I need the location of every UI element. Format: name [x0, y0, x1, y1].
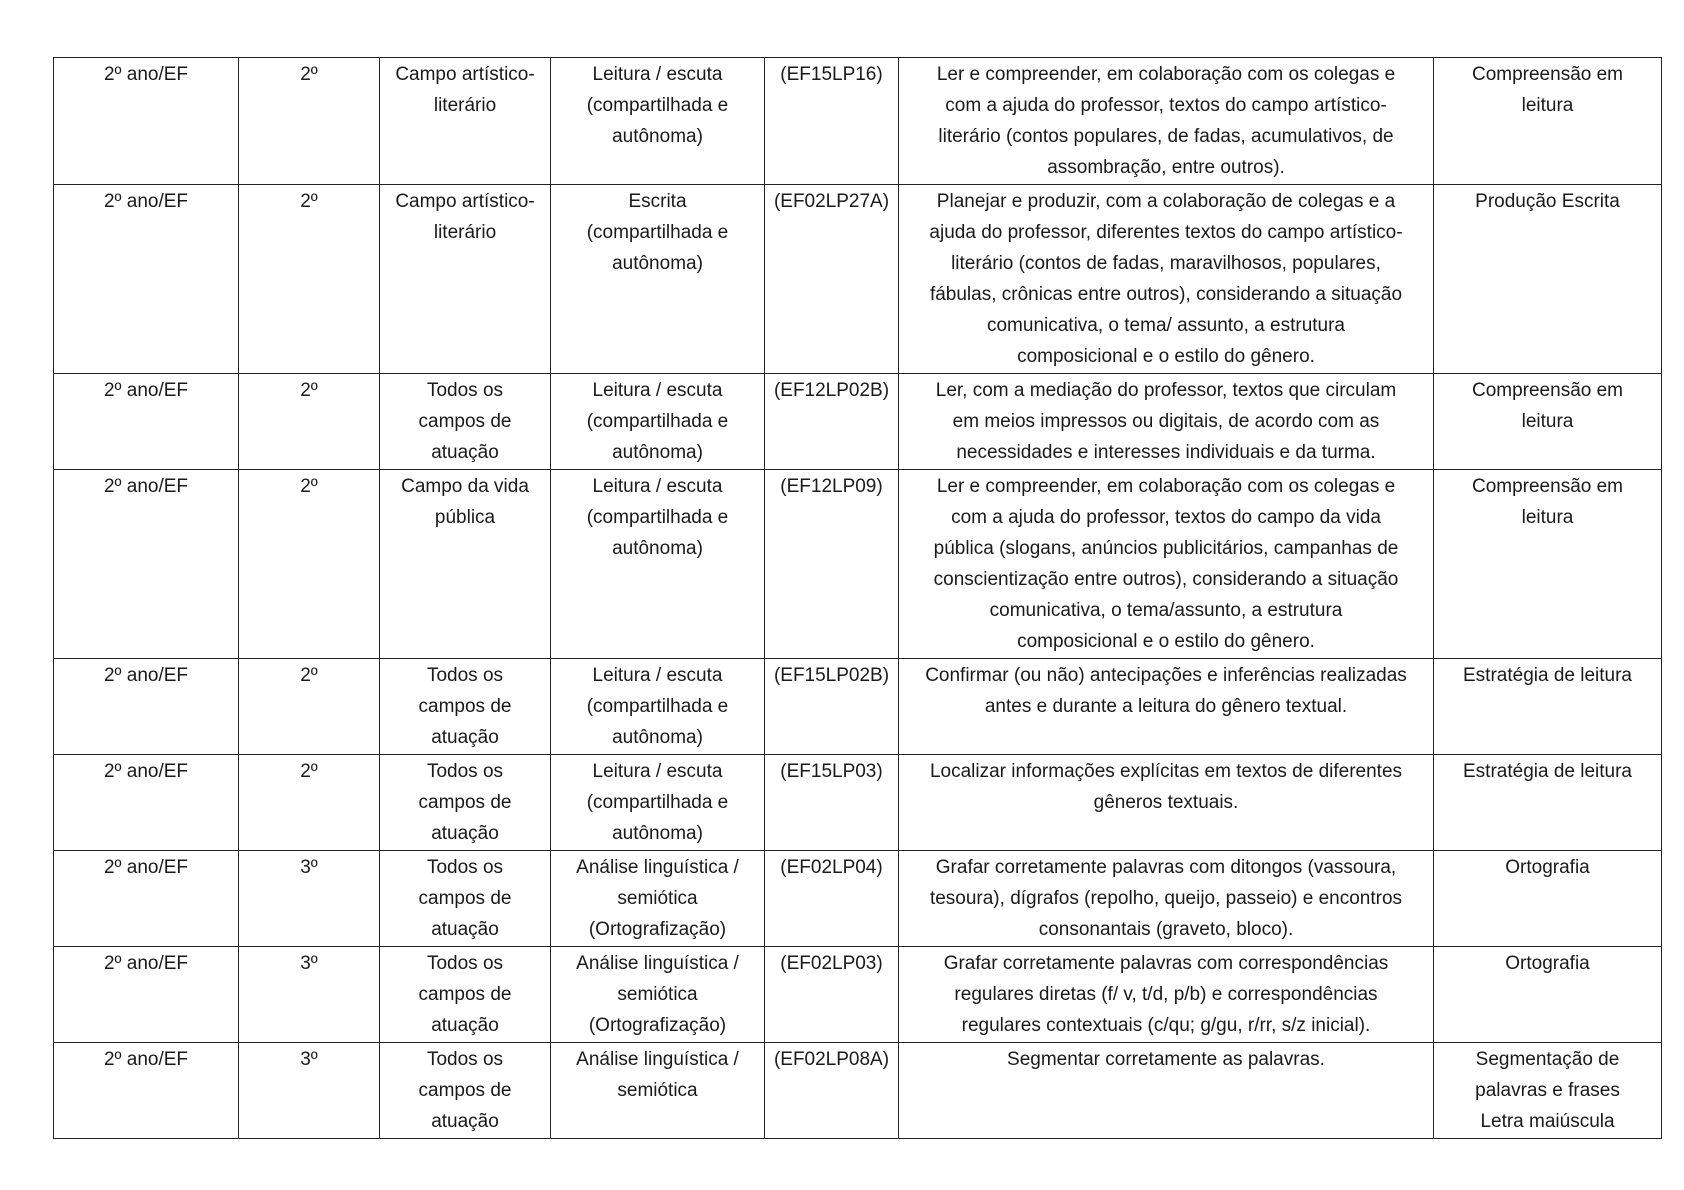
table-row: [54, 947, 1662, 1043]
cell-pratica: Análise linguística / semiótica (Ortografização): [551, 851, 765, 947]
table-row: [54, 755, 1662, 851]
cell-ano: 2º ano/EF: [54, 659, 239, 755]
cell-objeto: Estratégia de leitura: [1434, 659, 1662, 755]
cell-objeto: Ortografia: [1434, 947, 1662, 1043]
cell-objeto: Compreensão em leitura: [1434, 470, 1662, 659]
cell-habilidade: Segmentar corretamente as palavras.: [899, 1043, 1434, 1139]
table-row: [54, 58, 1662, 185]
cell-habilidade: Ler e compreender, em colaboração com os colegas e com a ajuda do professor, textos do campo da vida pública (slogans, anúncios publicitários, campanhas de conscientização entre outros), considerando a situação comunicativa, o tema/assunto, a estrutura composicional e o estilo do gênero.: [899, 470, 1434, 659]
table-row: [54, 1043, 1662, 1139]
table-row: [54, 185, 1662, 374]
cell-habilidade: Grafar corretamente palavras com ditongos (vassoura, tesoura), dígrafos (repolho, queijo, passeio) e encontros consonantais (graveto, bloco).: [899, 851, 1434, 947]
cell-codigo: (EF15LP02B): [765, 659, 899, 755]
cell-objeto: Estratégia de leitura: [1434, 755, 1662, 851]
cell-objeto: Compreensão em leitura: [1434, 58, 1662, 185]
cell-bimestre: 2º: [239, 470, 380, 659]
cell-codigo: (EF02LP04): [765, 851, 899, 947]
curriculum-table: [53, 57, 1662, 1139]
cell-codigo: (EF02LP27A): [765, 185, 899, 374]
cell-codigo: (EF15LP16): [765, 58, 899, 185]
cell-habilidade: Grafar corretamente palavras com correspondências regulares diretas (f/ v, t/d, p/b) e correspondências regulares contextuais (c/qu; g/gu, r/rr, s/z inicial).: [899, 947, 1434, 1043]
cell-habilidade: Ler, com a mediação do professor, textos que circulam em meios impressos ou digitais, de acordo com as necessidades e interesses individuais e da turma.: [899, 374, 1434, 470]
table-row: [54, 374, 1662, 470]
cell-habilidade: Localizar informações explícitas em textos de diferentes gêneros textuais.: [899, 755, 1434, 851]
cell-objeto: Segmentação de palavras e frases Letra maiúscula: [1434, 1043, 1662, 1139]
cell-ano: 2º ano/EF: [54, 470, 239, 659]
cell-bimestre: 2º: [239, 185, 380, 374]
cell-codigo: (EF02LP08A): [765, 1043, 899, 1139]
cell-pratica: Leitura / escuta (compartilhada e autônoma): [551, 470, 765, 659]
cell-ano: 2º ano/EF: [54, 755, 239, 851]
cell-campo: Campo da vida pública: [380, 470, 551, 659]
cell-campo: Todos os campos de atuação: [380, 659, 551, 755]
cell-campo: Campo artístico- literário: [380, 58, 551, 185]
table-row: [54, 659, 1662, 755]
cell-pratica: Análise linguística / semiótica: [551, 1043, 765, 1139]
cell-codigo: (EF12LP02B): [765, 374, 899, 470]
cell-campo: Todos os campos de atuação: [380, 947, 551, 1043]
cell-bimestre: 3º: [239, 947, 380, 1043]
cell-pratica: Leitura / escuta (compartilhada e autônoma): [551, 659, 765, 755]
cell-pratica: Análise linguística / semiótica (Ortografização): [551, 947, 765, 1043]
cell-habilidade: Ler e compreender, em colaboração com os colegas e com a ajuda do professor, textos do campo artístico- literário (contos populares, de fadas, acumulativos, de assombração, entre outros).: [899, 58, 1434, 185]
cell-pratica: Leitura / escuta (compartilhada e autônoma): [551, 755, 765, 851]
cell-bimestre: 2º: [239, 374, 380, 470]
cell-ano: 2º ano/EF: [54, 374, 239, 470]
table-row: [54, 851, 1662, 947]
cell-bimestre: 2º: [239, 58, 380, 185]
cell-habilidade: Confirmar (ou não) antecipações e inferências realizadas antes e durante a leitura do gênero textual.: [899, 659, 1434, 755]
cell-ano: 2º ano/EF: [54, 851, 239, 947]
cell-objeto: Ortografia: [1434, 851, 1662, 947]
cell-bimestre: 3º: [239, 1043, 380, 1139]
cell-bimestre: 2º: [239, 659, 380, 755]
cell-campo: Todos os campos de atuação: [380, 755, 551, 851]
cell-pratica: Escrita (compartilhada e autônoma): [551, 185, 765, 374]
cell-codigo: (EF15LP03): [765, 755, 899, 851]
cell-campo: Todos os campos de atuação: [380, 1043, 551, 1139]
cell-campo: Todos os campos de atuação: [380, 851, 551, 947]
cell-pratica: Leitura / escuta (compartilhada e autônoma): [551, 58, 765, 185]
table-row: [54, 470, 1662, 659]
cell-bimestre: 3º: [239, 851, 380, 947]
cell-ano: 2º ano/EF: [54, 1043, 239, 1139]
cell-ano: 2º ano/EF: [54, 947, 239, 1043]
cell-codigo: (EF12LP09): [765, 470, 899, 659]
cell-ano: 2º ano/EF: [54, 185, 239, 374]
cell-campo: Campo artístico- literário: [380, 185, 551, 374]
table-body: [54, 58, 1662, 1139]
cell-campo: Todos os campos de atuação: [380, 374, 551, 470]
cell-objeto: Compreensão em leitura: [1434, 374, 1662, 470]
cell-objeto: Produção Escrita: [1434, 185, 1662, 374]
cell-bimestre: 2º: [239, 755, 380, 851]
cell-pratica: Leitura / escuta (compartilhada e autônoma): [551, 374, 765, 470]
cell-habilidade: Planejar e produzir, com a colaboração de colegas e a ajuda do professor, diferentes textos do campo artístico- literário (contos de fadas, maravilhosos, populares, fábulas, crônicas entre outros), considerando a situação comunicativa, o tema/ assunto, a estrutura composicional e o estilo do gênero.: [899, 185, 1434, 374]
cell-codigo: (EF02LP03): [765, 947, 899, 1043]
cell-ano: 2º ano/EF: [54, 58, 239, 185]
